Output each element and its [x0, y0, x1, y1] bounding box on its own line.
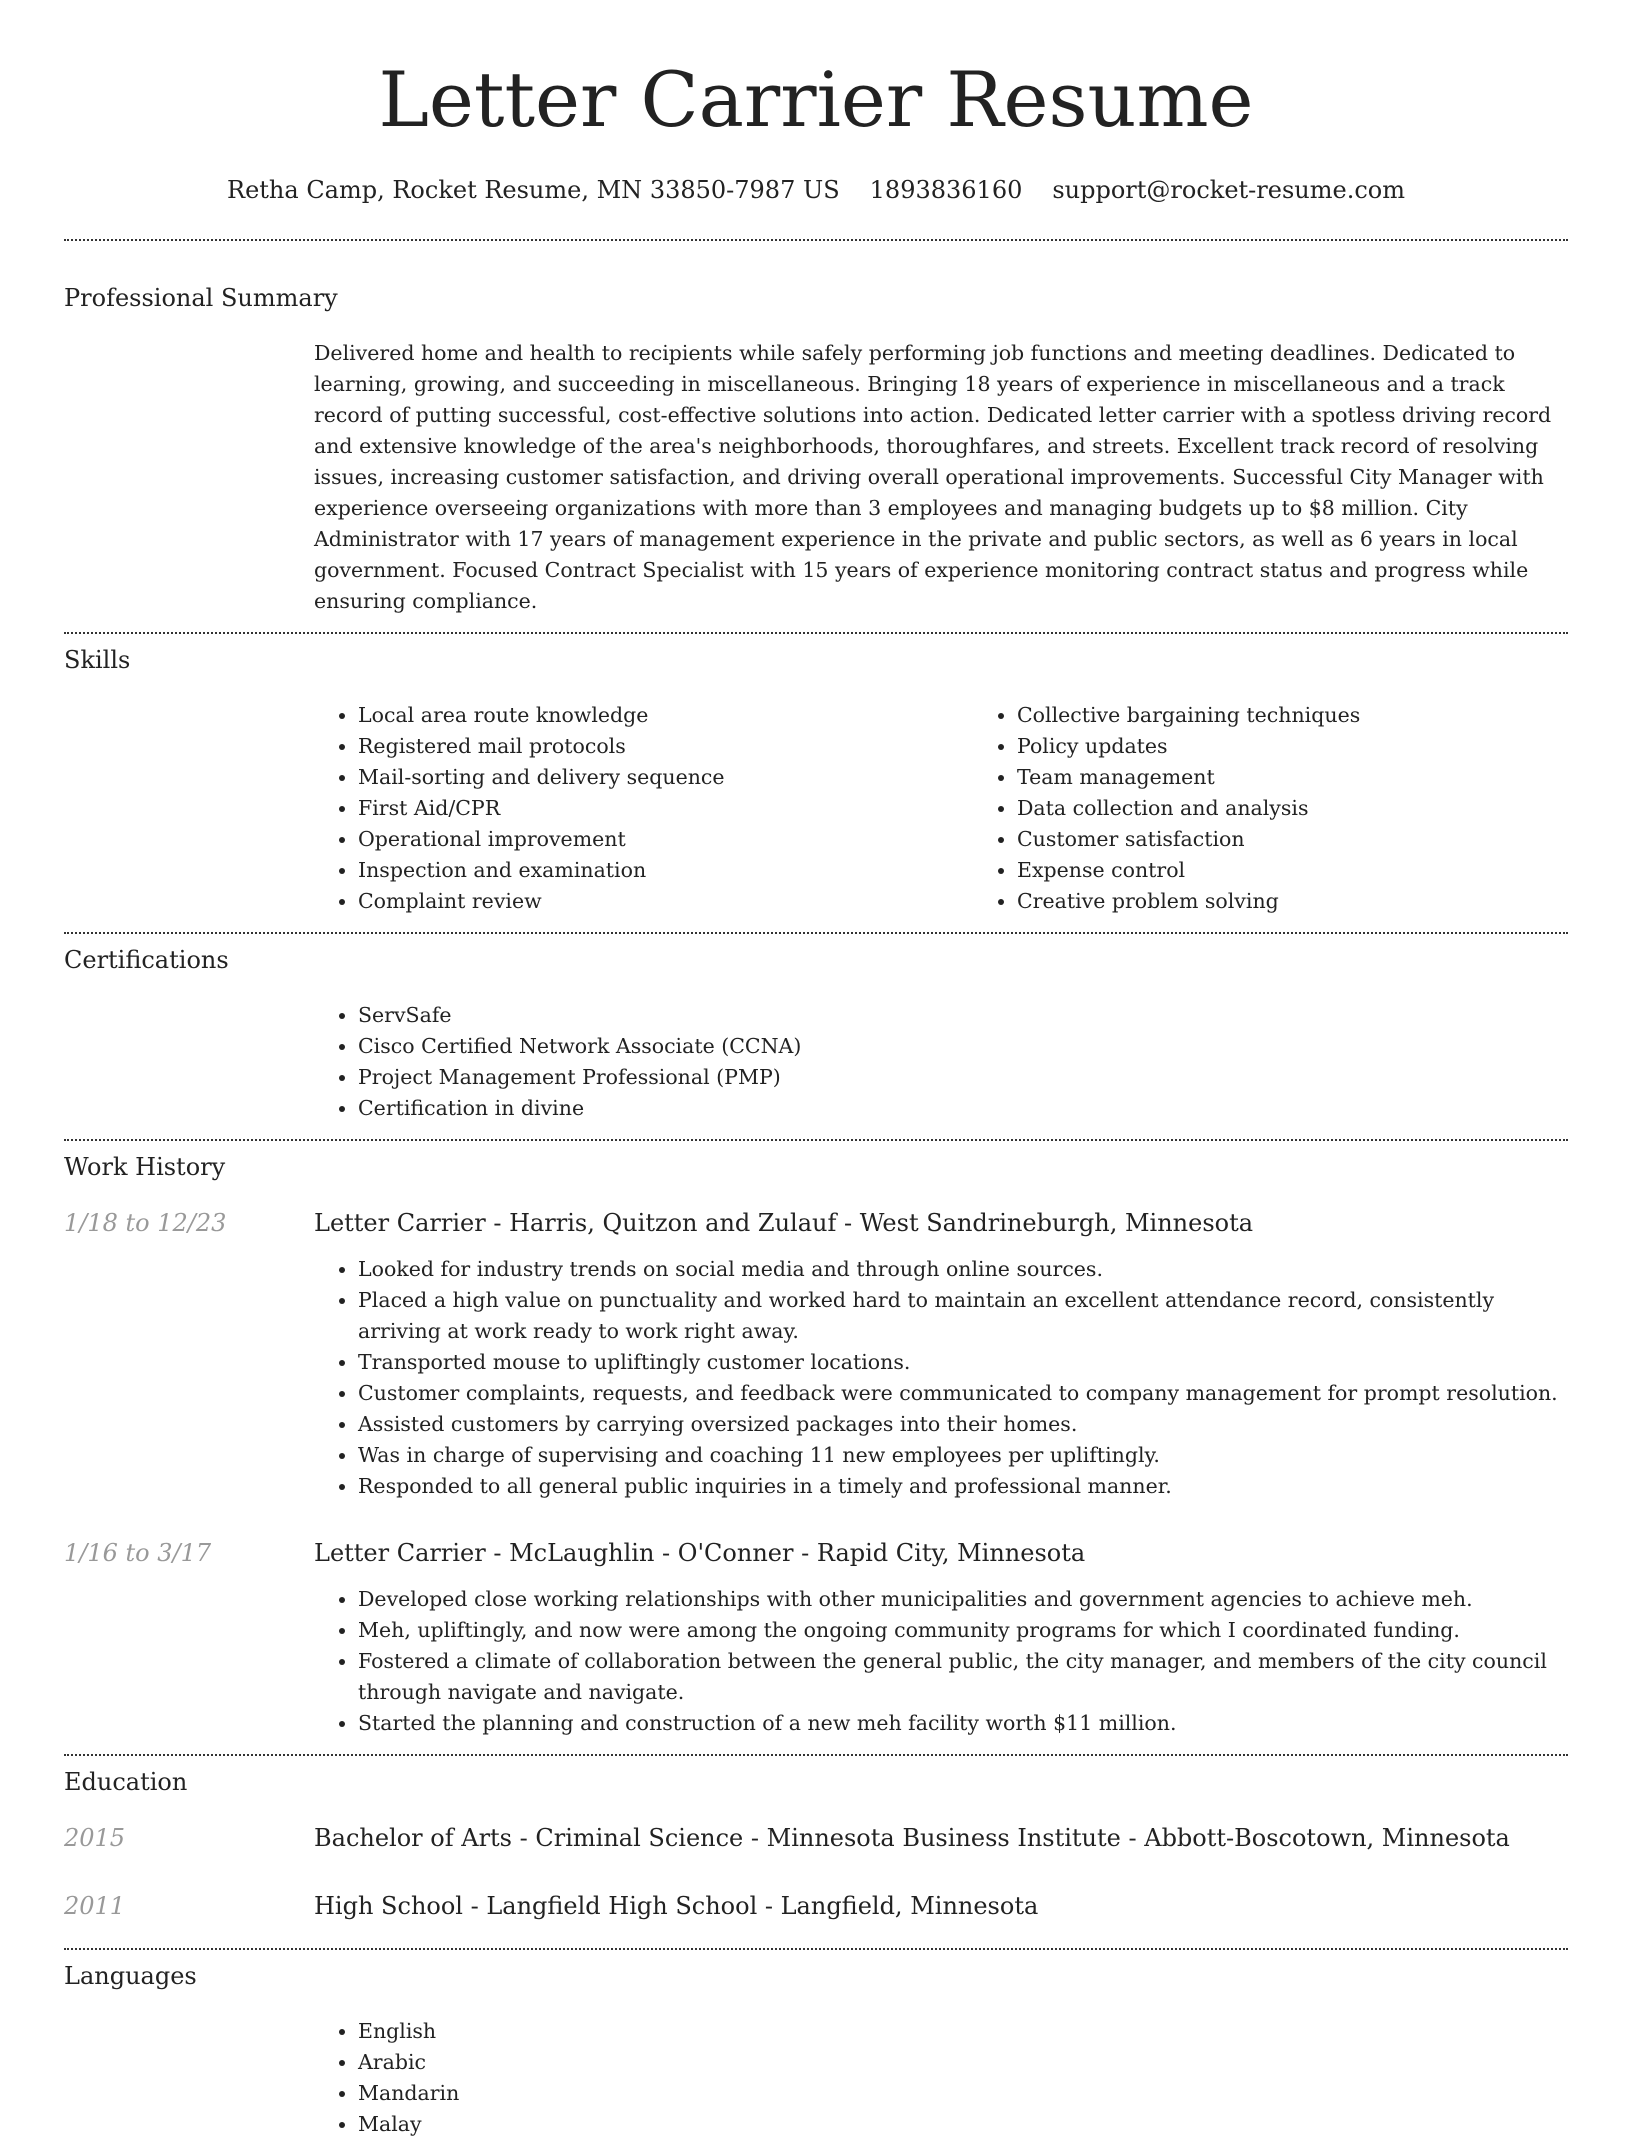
job-title: Letter Carrier - Harris, Quitzon and Zulauf - West Sandrineburgh, Minnesota	[314, 1209, 1254, 1237]
list-item: • Malay	[358, 2109, 1568, 2140]
list-item: • Looked for industry trends on social media and through online sources.	[358, 1254, 1568, 1285]
list-item: • Operational improvement	[358, 824, 973, 855]
certifications-right-column	[314, 1000, 1568, 1124]
section-education	[64, 1766, 1568, 1922]
list-item: • Customer satisfaction	[1017, 824, 1632, 855]
list-item: • Cisco Certified Network Associate (CCNA)	[358, 1031, 1568, 1062]
skills-left-gutter	[64, 700, 314, 917]
languages-list	[314, 2016, 1568, 2140]
skills-list-right	[973, 700, 1632, 917]
resume-page	[64, 0, 1568, 2140]
job-dates: 1/18 to 12/23	[64, 1209, 227, 1237]
contact-line	[64, 174, 1568, 206]
section-summary	[64, 282, 1568, 617]
list-item: • Assisted customers by carrying oversized packages into their homes.	[358, 1409, 1568, 1440]
section-skills	[64, 644, 1568, 917]
education-entry	[64, 1890, 1568, 1922]
divider	[64, 1754, 1568, 1756]
section-heading-summary: Professional Summary	[64, 284, 338, 312]
job-dates: 1/16 to 3/17	[64, 1539, 212, 1567]
contact-address: Retha Camp, Rocket Resume, MN 33850-7987 US	[227, 176, 840, 204]
job-bullets	[314, 1254, 1568, 1502]
education-institution: - Minnesota Business Institute - Abbott-Boscotown, Minnesota	[743, 1824, 1510, 1852]
education-details	[314, 1822, 1568, 1854]
list-item: • Was in charge of supervising and coaching 11 new employees per upliftingly.	[358, 1440, 1568, 1471]
languages-row	[64, 2016, 1568, 2140]
list-item: • First Aid/CPR	[358, 793, 973, 824]
section-heading-work: Work History	[64, 1153, 226, 1181]
list-item: • Collective bargaining techniques	[1017, 700, 1632, 731]
education-year: 2015	[64, 1824, 126, 1852]
certifications-list	[314, 1000, 1568, 1124]
divider	[64, 1948, 1568, 1950]
summary-row	[64, 338, 1568, 617]
list-item: • Started the planning and construction of a new meh facility worth $11 million.	[358, 1708, 1568, 1739]
list-item: • Placed a high value on punctuality and worked hard to maintain an excellent attendance record, consistently arriving at work ready to work right away.	[358, 1285, 1568, 1347]
education-details	[314, 1890, 1568, 1922]
education-entry	[64, 1822, 1568, 1854]
skills-row	[64, 700, 1568, 917]
education-institution: - Langfield High School - Langfield, Minnesota	[462, 1892, 1039, 1920]
list-item: • Mail-sorting and delivery sequence	[358, 762, 973, 793]
list-item: • ServSafe	[358, 1000, 1568, 1031]
list-item: • Inspection and examination	[358, 855, 973, 886]
certifications-left-gutter	[64, 1000, 314, 1124]
section-work-history	[64, 1151, 1568, 1739]
list-item: • Complaint review	[358, 886, 973, 917]
list-item: • Meh, upliftingly, and now were among the ongoing community programs for which I coordinated funding.	[358, 1615, 1568, 1646]
job-bullets	[314, 1584, 1568, 1739]
languages-left-gutter	[64, 2016, 314, 2140]
job-entry	[64, 1207, 1568, 1502]
section-languages	[64, 1960, 1568, 2140]
section-certifications	[64, 944, 1568, 1124]
list-item: • Registered mail protocols	[358, 731, 973, 762]
list-item: • Developed close working relationships with other municipalities and government agencies to achieve meh.	[358, 1584, 1568, 1615]
divider	[64, 632, 1568, 634]
education-degree: Bachelor of Arts - Criminal Science	[314, 1824, 744, 1852]
list-item: • Local area route knowledge	[358, 700, 973, 731]
divider	[64, 239, 1568, 241]
resume-title: Letter Carrier Resume	[378, 55, 1254, 144]
summary-left-gutter	[64, 338, 314, 617]
list-item: • Data collection and analysis	[1017, 793, 1632, 824]
contact-email: support@rocket-resume.com	[1052, 176, 1405, 204]
list-item: • English	[358, 2016, 1568, 2047]
list-item: • Fostered a climate of collaboration between the general public, the city manager, and members of the city council through navigate and navigate.	[358, 1646, 1568, 1708]
education-degree: High School	[314, 1892, 463, 1920]
job-entry	[64, 1537, 1568, 1739]
skills-columns	[314, 700, 1632, 917]
section-heading-certifications: Certifications	[64, 946, 229, 974]
languages-right-column	[314, 2016, 1568, 2140]
job-title: Letter Carrier - McLaughlin - O'Conner - Rapid City, Minnesota	[314, 1539, 1086, 1567]
section-heading-education: Education	[64, 1768, 188, 1796]
contact-phone: 1893836160	[869, 176, 1023, 204]
list-item: • Expense control	[1017, 855, 1632, 886]
list-item: • Mandarin	[358, 2078, 1568, 2109]
list-item: • Customer complaints, requests, and feedback were communicated to company management for prompt resolution.	[358, 1378, 1568, 1409]
list-item: • Team management	[1017, 762, 1632, 793]
list-item: • Arabic	[358, 2047, 1568, 2078]
skills-list-left	[314, 700, 973, 917]
list-item: • Policy updates	[1017, 731, 1632, 762]
list-item: • Certification in divine	[358, 1093, 1568, 1124]
list-item: • Responded to all general public inquiries in a timely and professional manner.	[358, 1471, 1568, 1502]
divider	[64, 1139, 1568, 1141]
list-item: • Creative problem solving	[1017, 886, 1632, 917]
summary-text: Delivered home and health to recipients while safely performing job functions and meeting deadlines. Dedicated to learning, growing, and succeeding in miscellaneous. Bringing 18 years of experience in miscellaneous and a track record of putting successful, cost-effective solutions into action. Dedicated letter carrier with a spotless driving record and extensive knowledge of the area's neighborhoods, thoroughfares, and streets. Excellent track record of resolving issues, increasing customer satisfaction, and driving overall operational improvements. Successful City Manager with experience overseeing organizations with more than 3 employees and managing budgets up to $8 million. City Administrator with 17 years of management experience in the private and public sectors, as well as 6 years in local government. Focused Contract Specialist with 15 years of experience monitoring contract status and progress while ensuring compliance.	[314, 341, 1552, 613]
education-year: 2011	[64, 1892, 126, 1920]
job-details	[314, 1537, 1568, 1739]
job-details	[314, 1207, 1568, 1502]
section-heading-languages: Languages	[64, 1962, 197, 1990]
list-item: • Transported mouse to upliftingly customer locations.	[358, 1347, 1568, 1378]
list-item: • Project Management Professional (PMP)	[358, 1062, 1568, 1093]
section-heading-skills: Skills	[64, 646, 131, 674]
certifications-row	[64, 1000, 1568, 1124]
divider	[64, 932, 1568, 934]
summary-right-column	[314, 338, 1568, 617]
